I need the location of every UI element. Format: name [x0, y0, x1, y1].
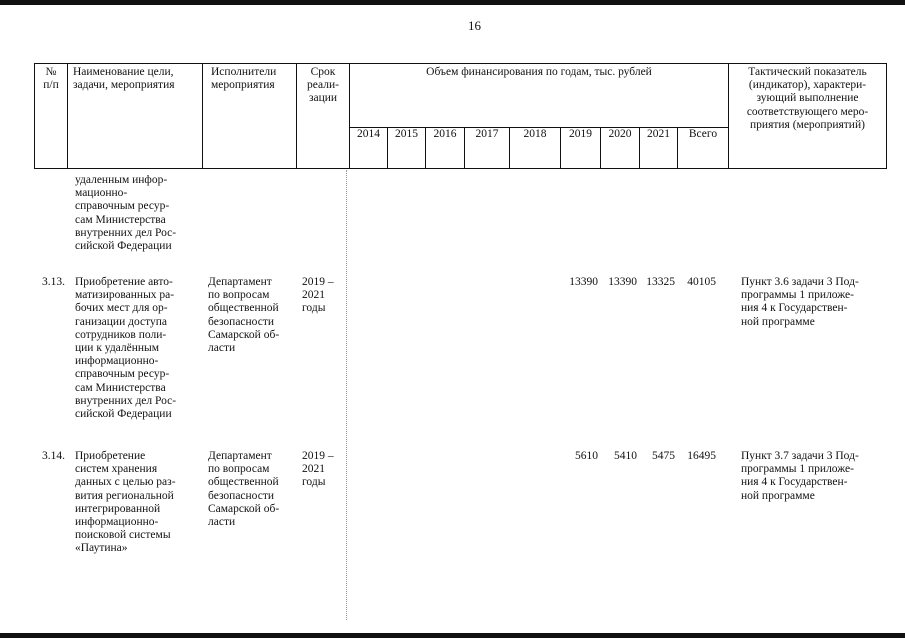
- continuation-name: удаленным инфор- мационно- справочным ресур- сам Министерства внутренних дел Рос- сийской Федерации: [75, 174, 177, 253]
- year-2018: 2018: [523, 128, 547, 140]
- page-number: 16: [468, 18, 481, 33]
- row-3-14-2019: 5610: [575, 450, 598, 462]
- table-top-line: [34, 63, 887, 64]
- row-3-14-2020: 5410: [614, 450, 637, 462]
- year-2017: 2017: [475, 128, 499, 140]
- top-border: [0, 0, 905, 5]
- row-3-14-2021: 5475: [652, 450, 675, 462]
- row-3-13-2021: 13325: [646, 276, 675, 288]
- year-2021: 2021: [647, 128, 670, 140]
- header-name: Наименование цели, задачи, мероприятия: [73, 66, 175, 92]
- row-3-13-term: 2019 – 2021 годы: [302, 276, 334, 315]
- row-3-14-executor: Департамент по вопросам общественной безопасности Самарской об- ласти: [208, 450, 280, 529]
- bottom-border: [0, 633, 905, 638]
- row-3-14-indicator: Пункт 3.7 задачи 3 Под- программы 1 приложе- ния 4 к Государствен- ной программе: [741, 450, 859, 502]
- year-2014: 2014: [357, 128, 380, 140]
- header-executors: Исполнители мероприятия: [211, 66, 277, 92]
- header-bottom-line: [34, 168, 887, 169]
- row-3-13-name: Приобретение авто- матизированных ра- бочих мест для ор- ганизации доступа сотрудников поли- ции к удалённым информационно- справочным ресур- сам Министерства внутренних дел Рос- сийской Федерации: [75, 276, 177, 421]
- year-2016: 2016: [433, 128, 457, 140]
- year-2019: 2019: [569, 128, 592, 140]
- header-indicator: Тактический показатель (индикатор), характери- зующий выполнение соответствующего меро- приятия (мероприятий): [746, 66, 869, 131]
- header-term: Срок реали- зации: [307, 66, 339, 105]
- row-3-13-2020: 13390: [608, 276, 637, 288]
- row-3-13-num: 3.13.: [42, 276, 65, 288]
- header-num: № п/п: [43, 66, 59, 92]
- row-3-13-indicator: Пункт 3.6 задачи 3 Под- программы 1 приложе- ния 4 к Государствен- ной программе: [741, 276, 859, 328]
- row-3-13-total: 40105: [687, 276, 716, 288]
- row-3-13-2019: 13390: [569, 276, 598, 288]
- header-funding: Объем финансирования по годам, тыс. рублей: [426, 66, 652, 78]
- col-divider-7: [886, 63, 887, 169]
- row-3-14-name: Приобретение систем хранения данных с целью раз- вития региональной интегрированной информационно- поисковой системы «Паутина»: [75, 450, 176, 555]
- row-3-14-total: 16495: [687, 450, 716, 462]
- row-3-14-term: 2019 – 2021 годы: [302, 450, 334, 489]
- col-divider-2: [67, 63, 68, 169]
- year-total: Всего: [688, 128, 718, 140]
- row-3-14-num: 3.14.: [42, 450, 65, 462]
- row-3-13-executor: Департамент по вопросам общественной безопасности Самарской об- ласти: [208, 276, 280, 355]
- col-divider-3: [202, 63, 203, 169]
- scan-artifact-line: [346, 170, 348, 620]
- year-2020: 2020: [608, 128, 632, 140]
- year-2015: 2015: [395, 128, 418, 140]
